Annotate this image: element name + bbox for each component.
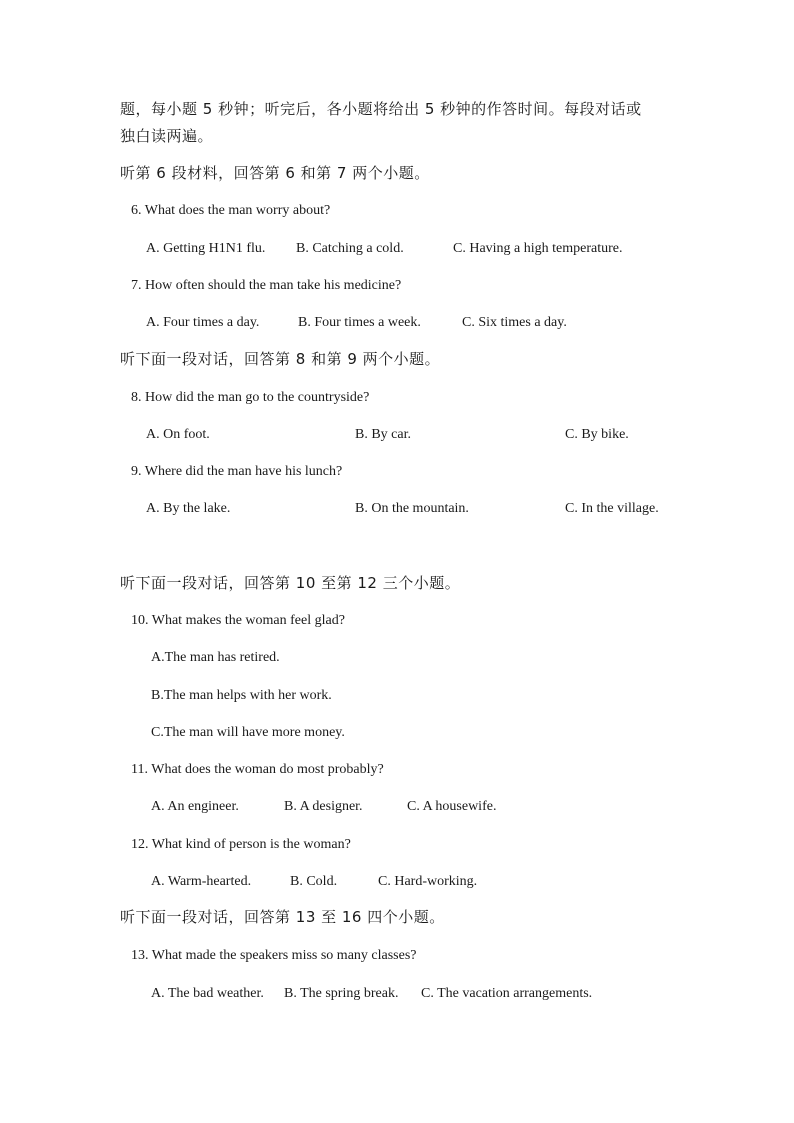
question-11: 11. What does the woman do most probably? <box>131 762 384 777</box>
question-12-option-a: A. Warm-hearted. <box>151 874 252 889</box>
instruction-line-1: 题，每小题 5 秒钟；听完后，各小题将给出 5 秒钟的作答时间。每段对话或 <box>120 100 642 118</box>
question-10-option-b: B.The man helps with her work. <box>151 688 332 703</box>
question-12: 12. What kind of person is the woman? <box>131 837 351 852</box>
question-12-option-c: C. Hard-working. <box>378 874 478 889</box>
question-9-option-a: A. By the lake. <box>146 501 231 516</box>
question-6-option-b: B. Catching a cold. <box>296 241 404 256</box>
question-7-option-c: C. Six times a day. <box>462 315 567 330</box>
section-heading-10-12: 听下面一段对话，回答第 10 至第 12 三个小题。 <box>120 574 461 592</box>
question-8-option-a: A. On foot. <box>146 427 210 442</box>
question-13: 13. What made the speakers miss so many classes? <box>131 948 417 963</box>
question-13-option-c: C. The vacation arrangements. <box>421 986 593 1001</box>
question-12-option-b: B. Cold. <box>290 874 338 889</box>
question-10-option-c: C.The man will have more money. <box>151 725 345 740</box>
question-7-option-b: B. Four times a week. <box>298 315 421 330</box>
question-11-option-c: C. A housewife. <box>407 799 497 814</box>
question-10: 10. What makes the woman feel glad? <box>131 613 345 628</box>
question-7: 7. How often should the man take his medicine? <box>131 278 402 293</box>
section-heading-13-16: 听下面一段对话，回答第 13 至 16 四个小题。 <box>120 908 445 926</box>
section-heading-6-7: 听第 6 段材料，回答第 6 和第 7 两个小题。 <box>120 164 430 182</box>
instruction-line-2: 独白读两遍。 <box>120 127 214 145</box>
question-8-option-b: B. By car. <box>355 427 411 442</box>
question-8: 8. How did the man go to the countryside? <box>131 390 370 405</box>
question-6: 6. What does the man worry about? <box>131 203 331 218</box>
question-9-option-b: B. On the mountain. <box>355 501 469 516</box>
question-9: 9. Where did the man have his lunch? <box>131 464 343 479</box>
question-6-option-c: C. Having a high temperature. <box>453 241 623 256</box>
question-11-option-a: A. An engineer. <box>151 799 239 814</box>
question-10-option-a: A.The man has retired. <box>151 650 280 665</box>
question-13-option-a: A. The bad weather. <box>151 986 264 1001</box>
question-13-option-b: B. The spring break. <box>284 986 399 1001</box>
question-7-option-a: A. Four times a day. <box>146 315 260 330</box>
question-11-option-b: B. A designer. <box>284 799 363 814</box>
question-8-option-c: C. By bike. <box>565 427 629 442</box>
question-6-option-a: A. Getting H1N1 flu. <box>146 241 266 256</box>
section-heading-8-9: 听下面一段对话，回答第 8 和第 9 两个小题。 <box>120 350 441 368</box>
question-9-option-c: C. In the village. <box>565 501 659 516</box>
